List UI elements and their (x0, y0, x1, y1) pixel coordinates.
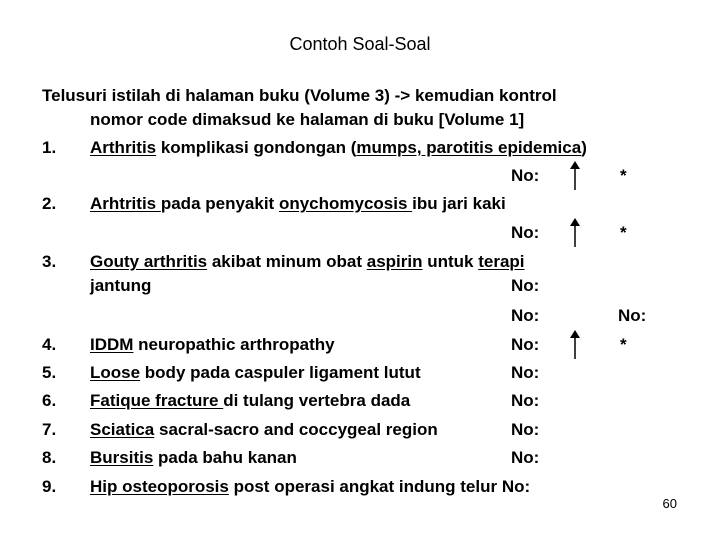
item-1-text (90, 138, 587, 158)
text: ) (581, 138, 587, 157)
term: IDDM (90, 335, 134, 354)
term: mumps, parotitis epidemica (356, 138, 582, 157)
term: Bursitis (90, 448, 154, 467)
item-4-text (90, 335, 335, 355)
item-number: 7. (42, 420, 57, 439)
term: onychomycosis (278, 194, 413, 213)
no-label: No: (511, 391, 540, 410)
item-3-text (90, 252, 525, 272)
item-6-text (90, 391, 410, 411)
term: Gouty arthritis (90, 252, 208, 271)
page-number: 60 (662, 496, 677, 511)
star: * (620, 166, 627, 185)
term: terapi (478, 252, 525, 271)
no-label: No: (511, 363, 540, 382)
text: body pada caspuler ligament lutut (140, 363, 421, 382)
term: Hip osteoporosis (90, 477, 229, 496)
star: * (620, 335, 627, 354)
arrow-up-icon (568, 160, 582, 192)
no-label: No: (511, 223, 540, 242)
text: post operasi angkat indung telur (228, 477, 498, 496)
intro-line-2: nomor code dimaksud ke halaman di buku [Volume 1] (90, 110, 525, 129)
item-9-text (90, 477, 530, 497)
no-label: No: (501, 477, 531, 496)
term: Loose (90, 363, 141, 382)
item-7-text (90, 420, 438, 440)
item-number: 1. (42, 138, 57, 157)
intro-line-1: Telusuri istilah di halaman buku (Volume 3) -> kemudian kontrol (42, 86, 557, 105)
term: Sciatica (90, 420, 155, 439)
item-number: 2. (42, 194, 57, 213)
text: neuropathic arthropathy (133, 335, 335, 354)
text: untuk (422, 252, 479, 271)
star: * (620, 223, 627, 242)
item-5-text (90, 363, 421, 383)
item-2-text (90, 194, 506, 214)
text: ibu jari kaki (412, 194, 506, 213)
no-label: No: (511, 276, 540, 295)
no-label: No: (511, 306, 540, 325)
term: Arthritis (90, 138, 157, 157)
arrow-up-icon (568, 217, 582, 249)
text: akibat minum obat (207, 252, 367, 271)
item-number: 9. (42, 477, 57, 496)
no-label: No: (511, 420, 540, 439)
item-number: 3. (42, 252, 57, 271)
text: sacral-sacro and coccygeal region (154, 420, 438, 439)
text: di tulang vertebra dada (223, 391, 411, 410)
no-label: No: (511, 448, 540, 467)
slide-title: Contoh Soal-Soal (289, 34, 431, 54)
no-label: No: (618, 306, 647, 325)
item-number: 8. (42, 448, 57, 467)
text: komplikasi gondongan ( (156, 138, 357, 157)
item-3-text-cont: jantung (90, 276, 152, 295)
item-8-text (90, 448, 297, 468)
text: pada bahu kanan (153, 448, 297, 467)
item-number: 6. (42, 391, 57, 410)
no-label: No: (511, 166, 540, 185)
term: Fatique fracture (90, 391, 224, 410)
item-number: 5. (42, 363, 57, 382)
text: pada penyakit (160, 194, 279, 213)
term: aspirin (366, 252, 423, 271)
arrow-up-icon (568, 329, 582, 361)
term: Arhtritis (90, 194, 161, 213)
item-number: 4. (42, 335, 57, 354)
no-label: No: (511, 335, 540, 354)
